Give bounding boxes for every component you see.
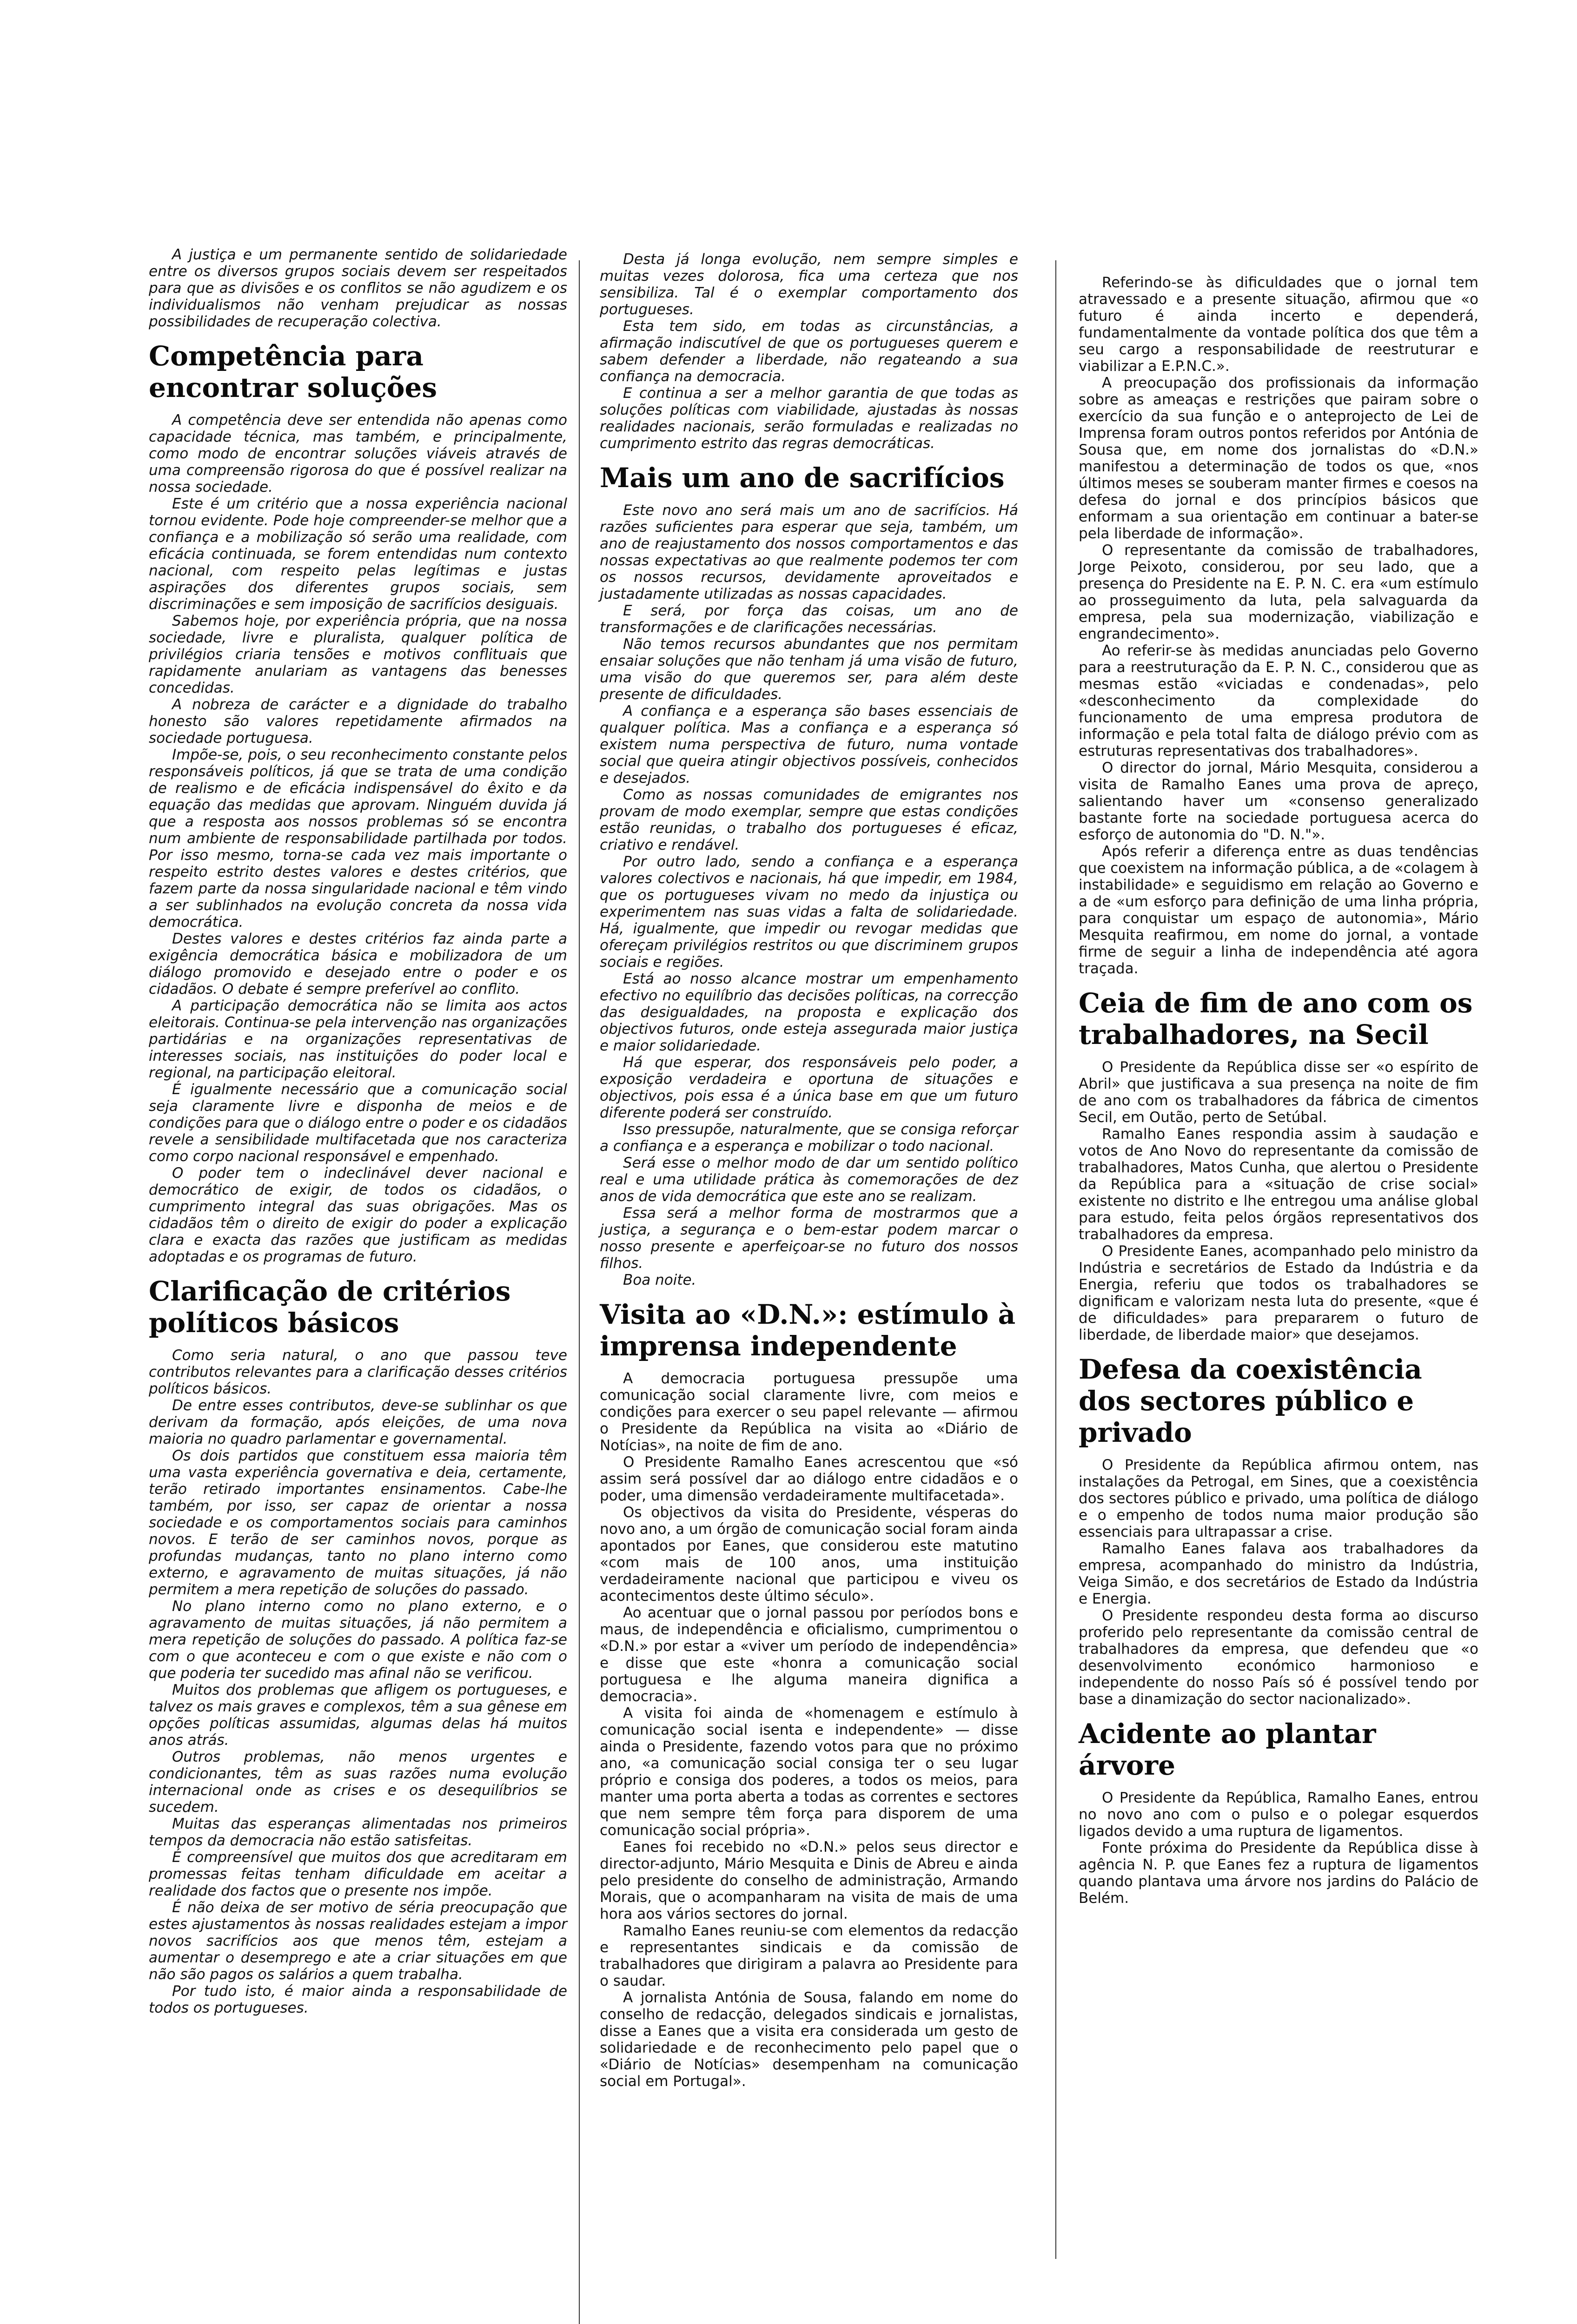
paragraph: A preocupação dos profissionais da informação sobre as ameaças e restrições que pairam sobre o exercício da sua função e o anteprojecto de Lei de Imprensa foram outros pontos referidos por Antónia de Sousa que, em nome dos jornalistas do «D.N.» manifestou a determinação de todos os que, «nos últimos meses se souberam manter firmes e coesos na defesa do jornal e dos princípios básicos que enformam a sua orientação em continuar a bater-se pela liberdade de informação».	[1079, 375, 1478, 542]
paragraph: Os objectivos da visita do Presidente, vésperas do novo ano, a um órgão de comunicação social foram ainda apontados por Eanes, que considerou este matutino «com mais de 100 anos, uma instituição verdadeiramente nacional que participou e viveu os acontecimentos deste último século».	[600, 1504, 1018, 1604]
paragraph: O Presidente da República disse ser «o espírito de Abril» que justificava a sua presença na noite de fim de ano com os trabalhadores da fábrica de cimentos Secil, em Outão, perto de Setúbal.	[1079, 1059, 1478, 1126]
paragraph: Após referir a diferença entre as duas tendências que coexistem na informação pública, a de «colagem à instabilidade» e seguidismo em relação ao Governo e a de «um esforço para definição de uma linha própria, para conquistar um espaço de autonomia», Mário Mesquita reafirmou, em nome do jornal, a vontade firme de seguir a linha de independência até agora traçada.	[1079, 843, 1478, 977]
paragraph: É compreensível que muitos dos que acreditaram em promessas feitas tenham dificuldade em aceitar a realidade dos factos que o presente nos impõe.	[149, 1849, 567, 1899]
paragraph: Esta tem sido, em todas as circunstâncias, a afirmação indiscutível de que os portugueses querem e sabem defender a liberdade, não regateando a sua confiança na democracia.	[600, 318, 1018, 385]
paragraph: No plano interno como no plano externo, e o agravamento de muitas situações, já não permitem a mera repetição de soluções do passado. A política faz-se com o que aconteceu e com o que existe e não com o que poderia ter sucedido mas afinal não se verificou.	[149, 1598, 567, 1682]
paragraph: O Presidente Eanes, acompanhado pelo ministro da Indústria e secretários de Estado da Indústria e da Energia, referiu que todos os trabalhadores se dignificam e valorizam nesta luta do presente, «que é de dificuldades» para prepararem o futuro de liberdade, de liberdade maior» que desejamos.	[1079, 1243, 1478, 1343]
paragraph: O Presidente da República afirmou ontem, nas instalações da Petrogal, em Sines, que a coexistência dos sectores público e privado, uma política de diálogo e o empenho de todos numa maior produção são essenciais para ultrapassar a crise.	[1079, 1457, 1478, 1540]
paragraph: Isso pressupõe, naturalmente, que se consiga reforçar a confiança e a esperança e mobilizar o todo nacional.	[600, 1121, 1018, 1155]
paragraph: Está ao nosso alcance mostrar um empenhamento efectivo no equilíbrio das decisões políticas, na correcção das desigualdades, na proposta e explicação dos objectivos futuros, onde esteja assegurada maior justiça e maior solidariedade.	[600, 971, 1018, 1054]
column-right	[1079, 274, 1478, 1907]
paragraph: A competência deve ser entendida não apenas como capacidade técnica, mas também, e principalmente, como modo de encontrar soluções viáveis através de uma compreensão rigorosa do que é possível realizar na nossa sociedade.	[149, 412, 567, 495]
intro-paragraph: A justiça e um permanente sentido de solidariedade entre os diversos grupos sociais devem ser respeitados para que as divisões e os conflitos se não agudizem e os individualismos não venham prejudicar as nossas possibilidades de recuperação colectiva.	[149, 246, 567, 330]
paragraph: Sabemos hoje, por experiência própria, que na nossa sociedade, livre e pluralista, qualquer política de privilégios criaria tensões e motivos conflituais que rapidamente anulariam as vantagens das benesses concedidas.	[149, 613, 567, 696]
paragraph: Referindo-se às dificuldades que o jornal tem atravessado e a presente situação, afirmou que «o futuro é ainda incerto e dependerá, fundamentalmente da vontade política dos que têm a seu cargo a responsabilidade de reestruturar e viabilizar a E.P.N.C.».	[1079, 274, 1478, 375]
paragraph: A confiança e a esperança são bases essenciais de qualquer política. Mas a confiança e a esperança só existem numa perspectiva de futuro, numa vontade social que queira atingir objectivos possíveis, conhecidos e desejados.	[600, 703, 1018, 786]
paragraph: Destes valores e destes critérios faz ainda parte a exigência democrática básica e mobilizadora de um diálogo promovido e desejado entre o poder e os cidadãos. O debate é sempre preferível ao conflito.	[149, 931, 567, 997]
paragraph: O director do jornal, Mário Mesquita, considerou a visita de Ramalho Eanes uma prova de apreço, salientando haver um «consenso generalizado bastante forte na sociedade portuguesa acerca do esforço de autonomia do "D. N."».	[1079, 759, 1478, 843]
paragraph: Muitos dos problemas que afligem os portugueses, e talvez os mais graves e complexos, têm a sua gênese em opções políticas assumidas, algumas delas há muitos anos atrás.	[149, 1682, 567, 1749]
paragraph: A democracia portuguesa pressupõe uma comunicação social claramente livre, com meios e condições para exercer o seu papel relevante — afirmou o Presidente da República na visita ao «Diário de Notícias», na noite de fim de ano.	[600, 1370, 1018, 1454]
paragraph: Por tudo isto, é maior ainda a responsabilidade de todos os portugueses.	[149, 1983, 567, 2016]
paragraph: Fonte próxima do Presidente da República disse à agência N. P. que Eanes fez a ruptura de ligamentos quando plantava uma árvore nos jardins do Palácio de Belém.	[1079, 1840, 1478, 1907]
paragraph: Ramalho Eanes falava aos trabalhadores da empresa, acompanhado do ministro da Indústria, Veiga Simão, e dos secretários de Estado da Indústria e Energia.	[1079, 1540, 1478, 1607]
paragraph: Desta já longa evolução, nem sempre simples e muitas vezes dolorosa, fica uma certeza que nos sensibiliza. Tal é o exemplar comportamento dos portugueses.	[600, 251, 1018, 318]
paragraph: O Presidente Ramalho Eanes acrescentou que «só assim será possível dar ao diálogo entre cidadãos e o poder, uma dimensão verdadeiramente multifacetada».	[600, 1454, 1018, 1504]
paragraph: É não deixa de ser motivo de séria preocupação que estes ajustamentos às nossas realidades estejam a impor novos sacrifícios aos que menos têm, estejam a aumentar o desemprego e ate a criar situações em que não são pagos os salários a quem trabalha.	[149, 1899, 567, 1983]
paragraph: Ao acentuar que o jornal passou por períodos bons e maus, de independência e oficialismo, cumprimentou o «D.N.» por estar a «viver um período de independência» e disse que este «honra a comunicação social portuguesa e lhe alguma maneira dignifica a democracia».	[600, 1604, 1018, 1705]
paragraph: Será esse o melhor modo de dar um sentido político real e uma utilidade prática às comemorações de dez anos de vida democrática que este ano se realizam.	[600, 1155, 1018, 1205]
heading-ceia-secil: Ceia de fim de ano com os trabalhadores, na Secil	[1079, 987, 1473, 1050]
heading-sacrificios: Mais um ano de sacrifícios	[600, 462, 1005, 494]
paragraph: Muitas das esperanças alimentadas nos primeiros tempos da democracia não estão satisfeitas.	[149, 1816, 567, 1849]
paragraph: O representante da comissão de trabalhadores, Jorge Peixoto, considerou, por seu lado, que a presença do Presidente na E. P. N. C. era «um estímulo ao prosseguimento da luta, pela salvaguarda da empresa, pela sua modernização, viabilização e engrandecimento».	[1079, 542, 1478, 642]
paragraph: O poder tem o indeclinável dever nacional e democrático de exigir, de todos os cidadãos, o cumprimento integral das suas obrigações. Mas os cidadãos têm o direito de exigir do poder a explicação clara e exacta das razões que justificam as medidas adoptadas e os programas de futuro.	[149, 1165, 567, 1265]
paragraph: O Presidente respondeu desta forma ao discurso proferido pelo representante da comissão central de trabalhadores da empresa, que defendeu que «o desenvolvimento económico harmonioso e independente do nosso País só é possível tendo por base a dinamização do sector nacionalizado».	[1079, 1607, 1478, 1708]
paragraph: Eanes foi recebido no «D.N.» pelos seus director e director-adjunto, Mário Mesquita e Dinis de Abreu e ainda pelo presidente do conselho de administração, Armando Morais, que o acompanharam na visita de mais de uma hora aos vários sectores do jornal.	[600, 1839, 1018, 1922]
heading-coexistencia: Defesa da coexistência dos sectores público e privado	[1079, 1353, 1422, 1448]
paragraph: Por outro lado, sendo a confiança e a esperança valores colectivos e nacionais, há que impedir, em 1984, que os portugueses vivam no medo da injustiça ou experimentem nas suas vidas a falta de solidariedade. Há, igualmente, que impedir ou revogar medidas que ofereçam privilégios restritos ou que discriminem grupos sociais e regiões.	[600, 853, 1018, 971]
paragraph: De entre esses contributos, deve-se sublinhar os que derivam da formação, após eleições, de uma nova maioria no quadro parlamentar e governamental.	[149, 1397, 567, 1447]
column-rule-left	[579, 260, 580, 2324]
paragraph: Não temos recursos abundantes que nos permitam ensaiar soluções que não tenham já uma visão de futuro, uma visão do que queremos ser, para além deste presente de dificuldades.	[600, 636, 1018, 703]
paragraph: Essa será a melhor forma de mostrarmos que a justiça, a segurança e o bem-estar podem marcar o nosso presente e aperfeiçoar-se no futuro dos nossos filhos.	[600, 1205, 1018, 1272]
paragraph: A nobreza de carácter e a dignidade do trabalho honesto são valores repetidamente afirmados na sociedade portuguesa.	[149, 696, 567, 746]
paragraph: A jornalista Antónia de Sousa, falando em nome do conselho de redacção, delegados sindicais e jornalistas, disse a Eanes que a visita era considerada um gesto de solidariedade e de reconhecimento pelo papel que o «Diário de Notícias» desempenham na comunicação social em Portugal».	[600, 1989, 1018, 2090]
paragraph: Impõe-se, pois, o seu reconhecimento constante pelos responsáveis políticos, já que se trata de uma condição de realismo e de eficácia indispensável do êxito e da equação das medidas que aprovam. Ninguém duvida já que a resposta aos nossos problemas só se encontra num ambiente de responsabilidade partilhada por todos. Por isso mesmo, torna-se cada vez mais importante o respeito estrito destes valores e destes critérios, que fazem parte da nossa singularidade nacional e têm vindo a ser sublinhados na evolução concreta da nossa vida democrática.	[149, 746, 567, 931]
column-rule-right	[1055, 260, 1056, 2259]
paragraph: Este novo ano será mais um ano de sacrifícios. Há razões suficientes para esperar que seja, também, um ano de reajustamento dos nossos comportamentos e das nossas expectativas ao que realmente podemos ter com os nossos recursos, devidamente aproveitados e justadamente utilizadas as nossas capacidades.	[600, 502, 1018, 602]
heading-competencia: Competência para encontrar soluções	[149, 340, 437, 403]
paragraph: A participação democrática não se limita aos actos eleitorais. Continua-se pela intervenção nas organizações partidárias e na organizações representativas de interesses sociais, nas instituições do poder local e regional, na participação eleitoral.	[149, 997, 567, 1081]
paragraph: Este é um critério que a nossa experiência nacional tornou evidente. Pode hoje compreender-se melhor que a confiança e a mobilização só serão uma realidade, com eficácia continuada, se forem entendidas num contexto nacional, com respeito pelas legítimas e justas aspirações dos diferentes grupos sociais, sem discriminações e sem imposição de sacrifícios desiguais.	[149, 495, 567, 613]
paragraph: Outros problemas, não menos urgentes e condicionantes, têm as suas razões numa evolução internacional onde as crises e os desequilíbrios se sucedem.	[149, 1749, 567, 1816]
paragraph: Como as nossas comunidades de emigrantes nos provam de modo exemplar, sempre que estas condições estão reunidas, o trabalho dos portugueses é eficaz, criativo e rendável.	[600, 786, 1018, 853]
column-left	[149, 246, 567, 2016]
paragraph: Há que esperar, dos responsáveis pelo poder, a exposição verdadeira e oportuna de situações e objectivos, pois essa é a única base em que um futuro diferente poderá ser construído.	[600, 1054, 1018, 1121]
paragraph: Como seria natural, o ano que passou teve contributos relevantes para a clarificação desses critérios políticos básicos.	[149, 1347, 567, 1397]
paragraph: Ramalho Eanes respondia assim à saudação e votos de Ano Novo do representante da comissão de trabalhadores, Matos Cunha, que alertou o Presidente da República para a «situação de crise social» existente no distrito e lhe entregou uma análise global para estudo, feita pelos órgãos representativos dos trabalhadores da empresa.	[1079, 1126, 1478, 1243]
heading-acidente: Acidente ao plantar árvore	[1079, 1718, 1376, 1781]
paragraph: Ao referir-se às medidas anunciadas pelo Governo para a reestruturação da E. P. N. C., considerou que as mesmas estão «viciadas e condenadas», pelo «desconhecimento da complexidade do funcionamento de uma empresa produtora de informação e pela total falta de diálogo prévio com as estruturas representativas dos trabalhadores».	[1079, 642, 1478, 759]
paragraph: O Presidente da República, Ramalho Eanes, entrou no novo ano com o pulso e o polegar esquerdos ligados devido a uma ruptura de ligamentos.	[1079, 1789, 1478, 1840]
paragraph: E continua a ser a melhor garantia de que todas as soluções políticas com viabilidade, ajustadas às nossas realidades nacionais, serão formuladas e realizadas no cumprimento estrito das regras democráticas.	[600, 385, 1018, 452]
paragraph: Boa noite.	[623, 1272, 696, 1288]
paragraph: E será, por força das coisas, um ano de transformações e de clarificações necessárias.	[600, 602, 1018, 636]
paragraph: Ramalho Eanes reuniu-se com elementos da redacção e representantes sindicais e da comissão de trabalhadores que dirigiram a palavra ao Presidente para o saudar.	[600, 1922, 1018, 1989]
paragraph: Os dois partidos que constituem essa maioria têm uma vasta experiência governativa e deia, certamente, terão retirado importantes ensinamentos. Cabe-lhe também, por isso, ser capaz de orientar a nossa sociedade e os comportamentos sociais para caminhos novos. E terão de ser caminhos novos, porque as profundas mudanças, tanto no plano interno como externo, e agravamento de muitas situações, já não permitem a mera repetição de soluções do passado.	[149, 1447, 567, 1598]
column-middle	[600, 251, 1018, 2090]
heading-clarificacao: Clarificação de critérios políticos básicos	[149, 1275, 511, 1339]
paragraph: A visita foi ainda de «homenagem e estímulo à comunicação social isenta e independente» — disse ainda o Presidente, fazendo votos para que no próximo ano, «a comunicação social consiga ter o seu lugar próprio e consiga dos poderes, a todos os meios, para manter uma porta aberta a todas as correntes e sectores que nem sempre têm força para disporem de uma comunicação social própria».	[600, 1705, 1018, 1839]
heading-visita-dn: Visita ao «D.N.»: estímulo à imprensa independente	[600, 1299, 1016, 1362]
paragraph: É igualmente necessário que a comunicação social seja claramente livre e disponha de meios e de condições para que o diálogo entre o poder e os cidadãos revele a sensibilidade multifacetada que nos caracteriza como corpo nacional responsável e empenhado.	[149, 1081, 567, 1165]
